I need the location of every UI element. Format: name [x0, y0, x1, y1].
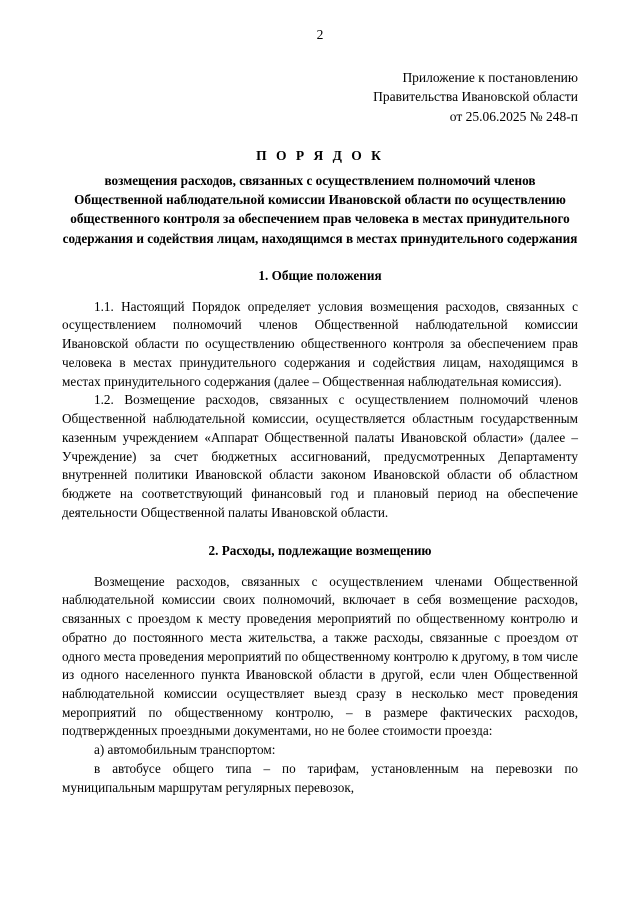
section-heading-general-provisions: 1. Общие положения: [258, 267, 382, 283]
paragraph-1-1: 1.1. Настоящий Порядок определяет условия возмещения расходов, связанных с осуществлением полномочий членов Общественной наблюдательной комиссии Ивановской области по осуществлению общественного контроля за обеспечением прав человека в местах принудительного содержания и содействия лицам, находящимся в местах принудительного содержания (далее – Общественная наблюдательная комиссия).: [62, 298, 578, 389]
section-heading-reimbursable-expenses: 2. Расходы, подлежащие возмещению: [208, 542, 432, 558]
approval-line-1: Приложение к постановлению: [402, 69, 578, 85]
page-number: 2: [316, 27, 324, 42]
paragraph-2-a-bus: в автобусе общего типа – по тарифам, установленным на перевозки по муниципальным маршрутам регулярных перевозок,: [62, 760, 578, 795]
paragraph-2-a: а) автомобильным транспортом:: [94, 742, 276, 758]
approval-line-3: от 25.06.2025 № 248-п: [449, 108, 578, 124]
document-subtitle: возмещения расходов, связанных с осуществлением полномочий членов Общественной наблюдательной комиссии Ивановской области по осуществлению общественного контроля за обеспечением прав человека в местах принудительного содержания и содействия лицам, находящимся в местах принудительного содержания: [62, 173, 578, 246]
approval-block: [62, 68, 578, 127]
paragraph-1-2: 1.2. Возмещение расходов, связанных с осуществлением полномочий членов Общественной наблюдательной комиссии, осуществляется областным государственным казенным учреждением «Аппарат Общественной палаты Ивановской области» (далее – Учреждение) за счет бюджетных ассигнований, предусмотренных Департаменту внутренней политики Ивановской области законом Ивановской области об областном бюджете на соответствующий финансовый год и плановый период на обеспечение деятельности Общественной палаты Ивановской области.: [62, 392, 578, 520]
approval-line-2: Правительства Ивановской области: [373, 89, 578, 105]
paragraph-2-1: Возмещение расходов, связанных с осуществлением членами Общественной наблюдательной комиссии своих полномочий, включает в себя возмещение расходов, связанных с проездом к месту проведения мероприятий по общественному контролю и обратно до постоянного места жительства, а также расходы, связанные с проездом от одного места проведения мероприятий по общественному контролю к другому, в том числе из одного населенного пункта Ивановской области в другой, если член Общественной наблюдательной комиссии осуществляет выезд сразу в несколько мест проведения мероприятий по общественному контролю, – в размере фактических расходов, подтвержденных проездными документами, но не более стоимости проезда:: [62, 573, 578, 739]
document-title: П О Р Я Д О К: [256, 148, 384, 164]
